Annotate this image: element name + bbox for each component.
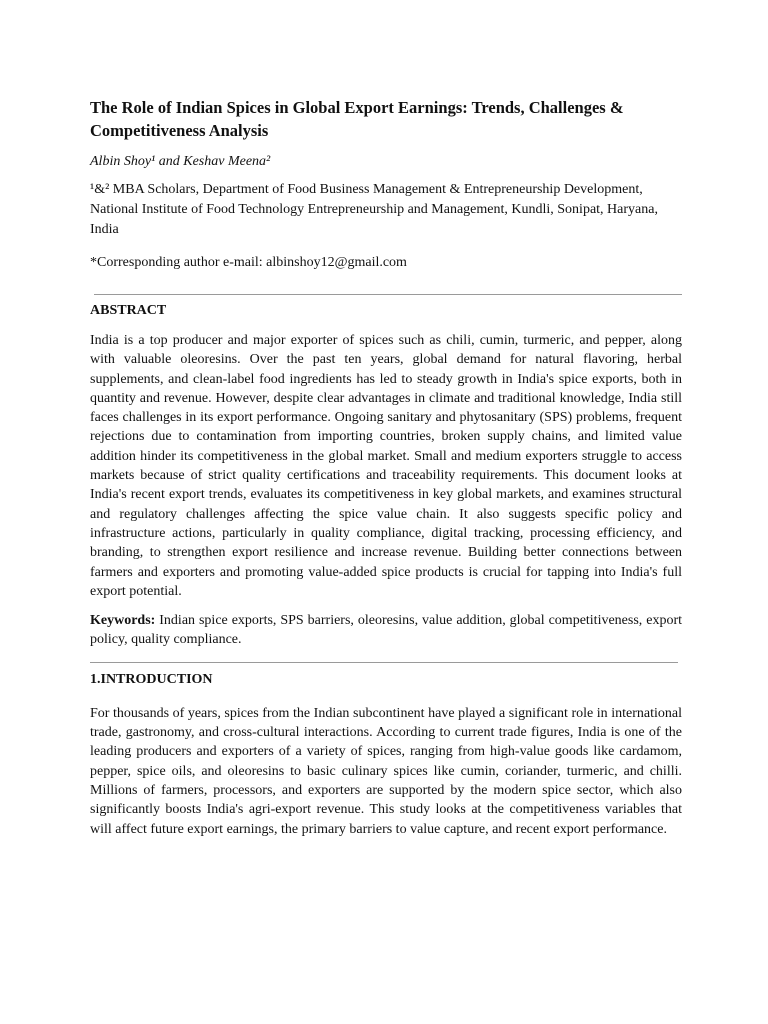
section-divider (94, 294, 682, 295)
introduction-heading: 1.INTRODUCTION (90, 671, 213, 687)
paper-title: The Role of Indian Spices in Global Export Earnings: Trends, Challenges & Competitiveness Analysis (90, 98, 624, 140)
author-list: Albin Shoy¹ and Keshav Meena² (90, 154, 271, 169)
author-affiliation: ¹&² MBA Scholars, Department of Food Business Management & Entrepreneurship Development, National Institute of Food Technology Entrepreneurship and Management, Kundli, Sonipat, Haryana, India (90, 182, 658, 237)
paper-page (90, 96, 682, 839)
keywords-label: Keywords: (90, 613, 156, 629)
abstract-heading: ABSTRACT (90, 303, 167, 318)
abstract-body: India is a top producer and major exporter of spices such as chili, cumin, turmeric, and pepper, along with valuable oleoresins. Over the past ten years, global demand for natural flavoring, herbal supplements, and clean-label food ingredients has led to steady growth in India's spice exports, both in quantity and revenue. However, despite clear advantages in climate and traditional knowledge, India still faces challenges in its export performance. Ongoing sanitary and phytosanitary (SPS) problems, frequent rejections due to contamination from importing countries, broken supply chains, and limited value addition hinder its competitiveness in the global market. Small and medium exporters struggle to access markets because of strict quality certifications and traceability requirements. This document looks at India's recent export trends, evaluates its competitiveness in key global markets, and examines structural and regulatory challenges affecting the spice value chain. It also suggests specific policy and infrastructure actions, particularly in quality compliance, digital tracking, processing efficiency, and branding, to strengthen export resilience and increase revenue. Building better connections between farmers and exporters and promoting value-added spice products is crucial for tapping into India's full export potential. (90, 333, 682, 599)
keywords-text: Indian spice exports, SPS barriers, oleoresins, value addition, global competitiveness, export policy, quality compliance. (90, 613, 682, 648)
section-divider (90, 662, 678, 663)
keywords-line (90, 611, 682, 650)
introduction-body: For thousands of years, spices from the Indian subcontinent have played a significant role in international trade, gastronomy, and cross-cultural interactions. According to current trade figures, India is one of the leading producers and exporters of a variety of spices, ranging from high-value goods like cardamom, pepper, spice oils, and oleoresins to basic culinary spices like cumin, coriander, turmeric, and chilli. Millions of farmers, processors, and exporters are supported by the modern spice sector, which also significantly boosts India's agri-export revenue. This study looks at the competitiveness variables that will affect future export earnings, the primary barriers to value capture, and recent export performance. (90, 705, 682, 837)
corresponding-author: *Corresponding author e-mail: albinshoy12@gmail.com (90, 255, 407, 270)
